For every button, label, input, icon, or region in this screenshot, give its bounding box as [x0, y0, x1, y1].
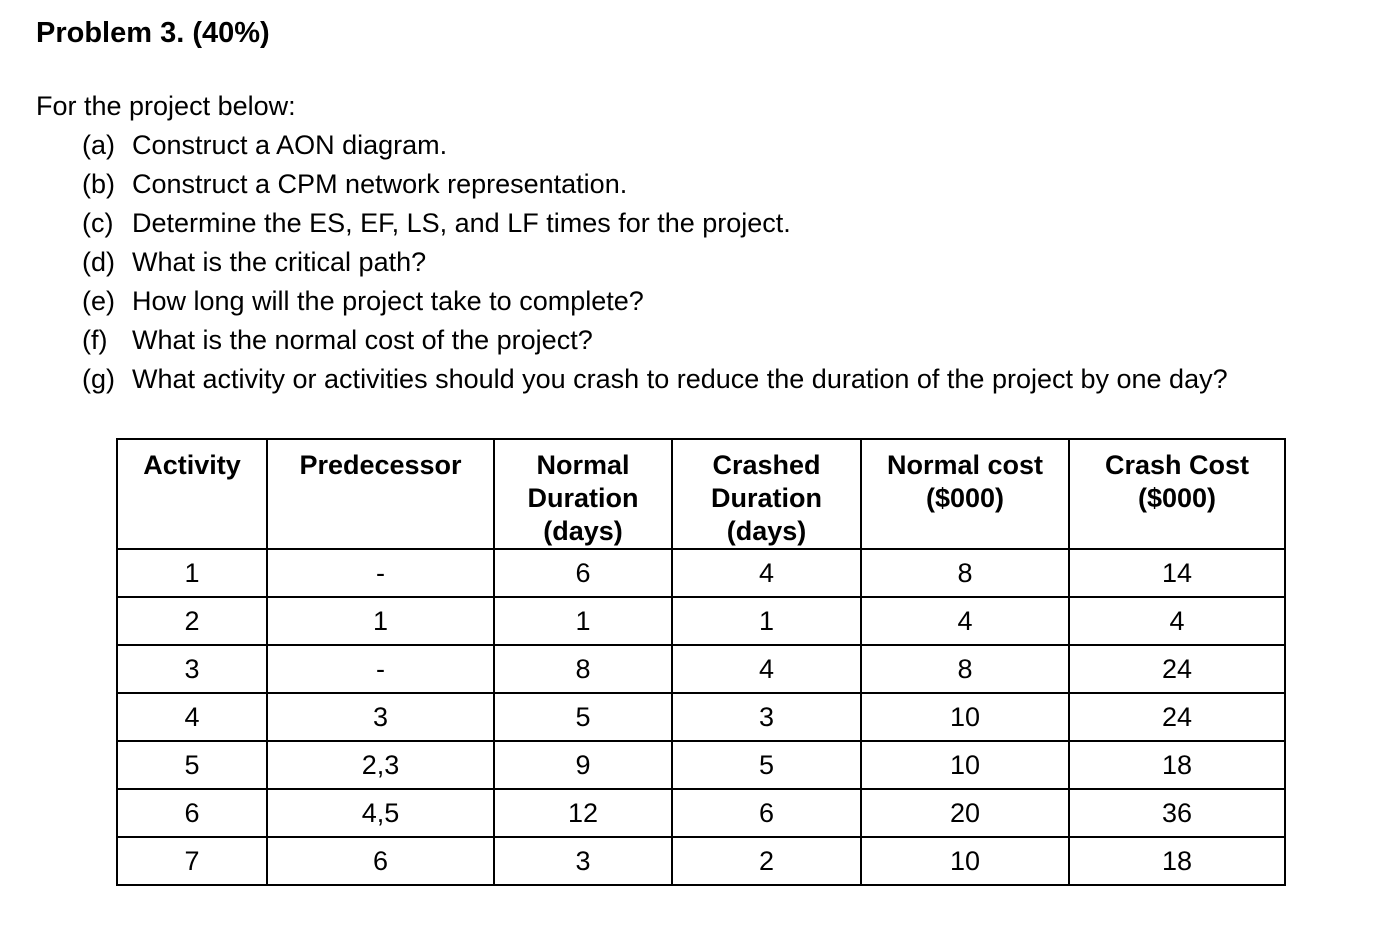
cell-normal-cost: 8 — [861, 645, 1069, 693]
cell-crashed-duration: 6 — [672, 789, 861, 837]
question-mark: (a) — [82, 130, 115, 160]
cell-crashed-duration: 1 — [672, 597, 861, 645]
cell-normal-duration: 1 — [494, 597, 672, 645]
table-row — [117, 549, 1285, 597]
question-text: Construct a CPM network representation. — [132, 169, 628, 199]
question-text: Determine the ES, EF, LS, and LF times for the project. — [132, 208, 791, 238]
question-text: Construct a AON diagram. — [132, 130, 448, 160]
cell-activity: 3 — [117, 645, 267, 693]
table-row — [117, 741, 1285, 789]
question-text: What is the critical path? — [132, 247, 427, 277]
cell-activity: 4 — [117, 693, 267, 741]
question-item — [82, 165, 1228, 204]
question-mark: (g) — [82, 364, 115, 394]
cell-crash-cost: 18 — [1069, 741, 1285, 789]
header-crash-cost: Crash Cost ($000) — [1069, 439, 1285, 549]
cell-predecessor: - — [267, 645, 494, 693]
cell-crash-cost: 24 — [1069, 693, 1285, 741]
question-mark: (d) — [82, 247, 115, 277]
question-mark: (c) — [82, 208, 114, 238]
question-text: What is the normal cost of the project? — [132, 325, 593, 355]
table-row — [117, 645, 1285, 693]
cell-crash-cost: 24 — [1069, 645, 1285, 693]
question-item — [82, 243, 1228, 282]
cell-activity: 7 — [117, 837, 267, 885]
table-header-row — [117, 439, 1285, 549]
question-mark: (e) — [82, 286, 115, 316]
table-row — [117, 789, 1285, 837]
question-item — [82, 282, 1228, 321]
question-item — [82, 360, 1228, 399]
cell-activity: 1 — [117, 549, 267, 597]
cell-crash-cost: 14 — [1069, 549, 1285, 597]
cell-predecessor: - — [267, 549, 494, 597]
question-item — [82, 321, 1228, 360]
question-mark: (f) — [82, 325, 108, 355]
cell-normal-cost: 10 — [861, 837, 1069, 885]
question-item — [82, 126, 1228, 165]
problem-title: Problem 3. (40%) — [36, 17, 270, 49]
intro-text: For the project below: — [36, 91, 296, 121]
cell-predecessor: 4,5 — [267, 789, 494, 837]
cell-normal-duration: 9 — [494, 741, 672, 789]
cell-activity: 6 — [117, 789, 267, 837]
cell-activity: 2 — [117, 597, 267, 645]
cell-predecessor: 2,3 — [267, 741, 494, 789]
cell-crash-cost: 36 — [1069, 789, 1285, 837]
cell-normal-cost: 10 — [861, 693, 1069, 741]
cell-predecessor: 1 — [267, 597, 494, 645]
cell-normal-duration: 12 — [494, 789, 672, 837]
cell-normal-cost: 10 — [861, 741, 1069, 789]
header-crashed-duration: Crashed Duration (days) — [672, 439, 861, 549]
cell-normal-duration: 6 — [494, 549, 672, 597]
header-normal-duration: Normal Duration (days) — [494, 439, 672, 549]
cell-normal-cost: 4 — [861, 597, 1069, 645]
header-predecessor: Predecessor — [267, 439, 494, 549]
header-activity: Activity — [117, 439, 267, 549]
cell-activity: 5 — [117, 741, 267, 789]
cell-normal-duration: 3 — [494, 837, 672, 885]
cell-crash-cost: 18 — [1069, 837, 1285, 885]
question-text: How long will the project take to complete? — [132, 286, 644, 316]
table-row — [117, 693, 1285, 741]
activity-table — [116, 438, 1286, 886]
question-mark: (b) — [82, 169, 115, 199]
cell-normal-cost: 8 — [861, 549, 1069, 597]
cell-normal-cost: 20 — [861, 789, 1069, 837]
cell-crashed-duration: 4 — [672, 549, 861, 597]
cell-predecessor: 6 — [267, 837, 494, 885]
question-list — [82, 126, 1228, 399]
question-text: What activity or activities should you crash to reduce the duration of the project by one day? — [132, 364, 1228, 394]
cell-crashed-duration: 2 — [672, 837, 861, 885]
cell-normal-duration: 5 — [494, 693, 672, 741]
cell-normal-duration: 8 — [494, 645, 672, 693]
cell-predecessor: 3 — [267, 693, 494, 741]
question-item — [82, 204, 1228, 243]
cell-crash-cost: 4 — [1069, 597, 1285, 645]
cell-crashed-duration: 3 — [672, 693, 861, 741]
header-normal-cost: Normal cost ($000) — [861, 439, 1069, 549]
cell-crashed-duration: 4 — [672, 645, 861, 693]
cell-crashed-duration: 5 — [672, 741, 861, 789]
table-row — [117, 837, 1285, 885]
table-row — [117, 597, 1285, 645]
